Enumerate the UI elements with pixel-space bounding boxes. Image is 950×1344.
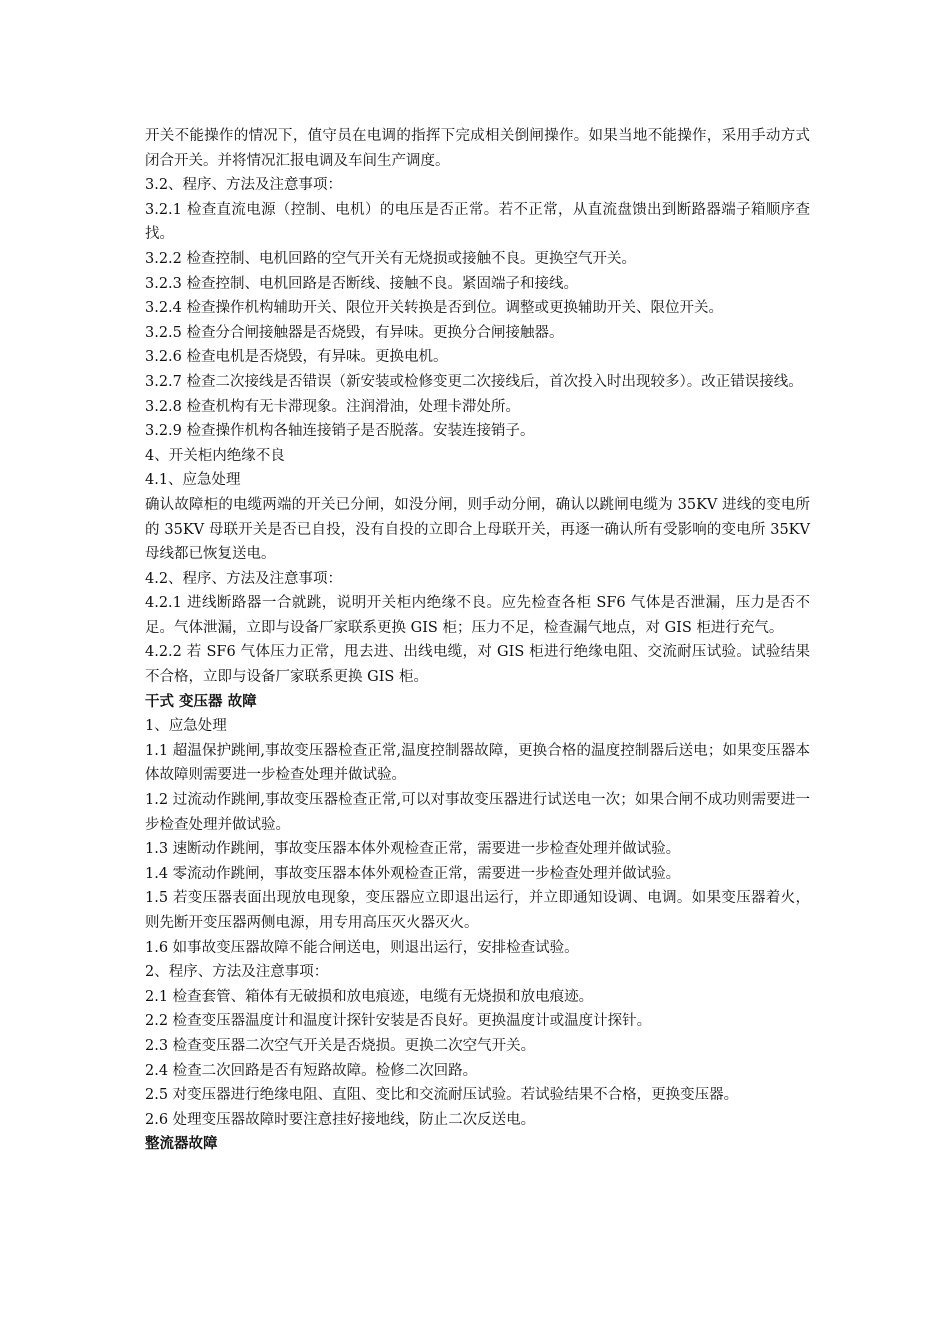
paragraph: 4.2.1 进线断路器一合就跳，说明开关柜内绝缘不良。应先检查各柜 SF6 气体是否泄漏，压力是否不足。气体泄漏，立即与设备厂家联系更换 GIS 柜；压力不足，检查漏气地点，对 GIS 柜进行充气。 xyxy=(145,595,810,636)
paragraph: 3.2.3 检查控制、电机回路是否断线、接触不良。紧固端子和接线。 xyxy=(145,275,579,292)
paragraph: 1.6 如事故变压器故障不能合闸送电，则退出运行，安排检查试验。 xyxy=(145,939,579,956)
paragraph: 1.3 速断动作跳闸，事故变压器本体外观检查正常，需要进一步检查处理并做试验。 xyxy=(145,841,681,858)
paragraph: 确认故障柜的电缆两端的开关已分闸，如没分闸，则手动分闸，确认以跳闸电缆为 35KV 进线的变电所的 35KV 母联开关是否已自投，没有自投的立即合上母联开关，再逐一确认所有受影响的变电所 35KV 母线都已恢复送电。 xyxy=(145,496,810,563)
paragraph: 2.6 处理变压器故障时要注意挂好接地线，防止二次反送电。 xyxy=(145,1111,536,1128)
paragraph: 2、程序、方法及注意事项： xyxy=(145,964,329,981)
paragraph: 1.4 零流动作跳闸，事故变压器本体外观检查正常，需要进一步检查处理并做试验。 xyxy=(145,865,681,882)
paragraph: 2.2 检查变压器温度计和温度计探针安装是否良好。更换温度计或温度计探针。 xyxy=(145,1013,652,1030)
document-page xyxy=(145,124,810,1157)
paragraph: 3.2.4 检查操作机构辅助开关、限位开关转换是否到位。调整或更换辅助开关、限位开关。 xyxy=(145,300,723,317)
paragraph: 1、应急处理 xyxy=(145,718,227,735)
paragraph: 2.1 检查套管、箱体有无破损和放电痕迹，电缆有无烧损和放电痕迹。 xyxy=(145,988,594,1005)
paragraph: 2.5 对变压器进行绝缘电阻、直阻、变比和交流耐压试验。若试验结果不合格，更换变压器。 xyxy=(145,1087,739,1104)
paragraph: 开关不能操作的情况下，值守员在电调的指挥下完成相关倒闸操作。如果当地不能操作，采用手动方式闭合开关。并将情况汇报电调及车间生产调度。 xyxy=(145,128,810,169)
paragraph: 4、开关柜内绝缘不良 xyxy=(145,447,285,464)
paragraph: 2.3 检查变压器二次空气开关是否烧损。更换二次空气开关。 xyxy=(145,1037,536,1054)
paragraph: 3.2.5 检查分合闸接触器是否烧毁，有异味。更换分合闸接触器。 xyxy=(145,324,564,341)
paragraph: 3.2.2 检查控制、电机回路的空气开关有无烧损或接触不良。更换空气开关。 xyxy=(145,250,637,267)
section-heading: 整流器故障 xyxy=(145,1135,218,1153)
section-heading: 干式 变压器 故障 xyxy=(145,692,257,710)
paragraph: 3.2.9 检查操作机构各轴连接销子是否脱落。安装连接销子。 xyxy=(145,423,535,440)
paragraph: 3.2、程序、方法及注意事项： xyxy=(145,177,343,194)
paragraph: 4.1、应急处理 xyxy=(145,472,241,489)
paragraph: 4.2.2 若 SF6 气体压力正常，甩去进、出线电缆，对 GIS 柜进行绝缘电阻、交流耐压试验。试验结果不合格，立即与设备厂家联系更换 GIS 柜。 xyxy=(145,644,810,686)
paragraph: 2.4 检查二次回路是否有短路故障。检修二次回路。 xyxy=(145,1062,478,1079)
paragraph: 3.2.7 检查二次接线是否错误（新安装或检修变更二次接线后，首次投入时出现较多）。改正错误接线。 xyxy=(145,373,803,390)
paragraph: 1.5 若变压器表面出现放电现象，变压器应立即退出运行，并立即通知设调、电调。如果变压器着火，则先断开变压器两侧电源，用专用高压灭火器灭火。 xyxy=(145,890,810,931)
paragraph: 3.2.8 检查机构有无卡滞现象。注润滑油，处理卡滞处所。 xyxy=(145,398,521,415)
paragraph: 1.2 过流动作跳闸,事故变压器检查正常,可以对事故变压器进行试送电一次；如果合闸不成功则需要进一步检查处理并做试验。 xyxy=(145,792,810,833)
paragraph: 3.2.6 检查电机是否烧毁，有异味。更换电机。 xyxy=(145,349,448,366)
paragraph: 3.2.1 检查直流电源（控制、电机）的电压是否正常。若不正常，从直流盘馈出到断路器端子箱顺序查找。 xyxy=(145,201,810,243)
paragraph: 1.1 超温保护跳闸,事故变压器检查正常,温度控制器故障，更换合格的温度控制器后送电；如果变压器本体故障则需要进一步检查处理并做试验。 xyxy=(145,742,810,784)
paragraph: 4.2、程序、方法及注意事项： xyxy=(145,570,343,587)
